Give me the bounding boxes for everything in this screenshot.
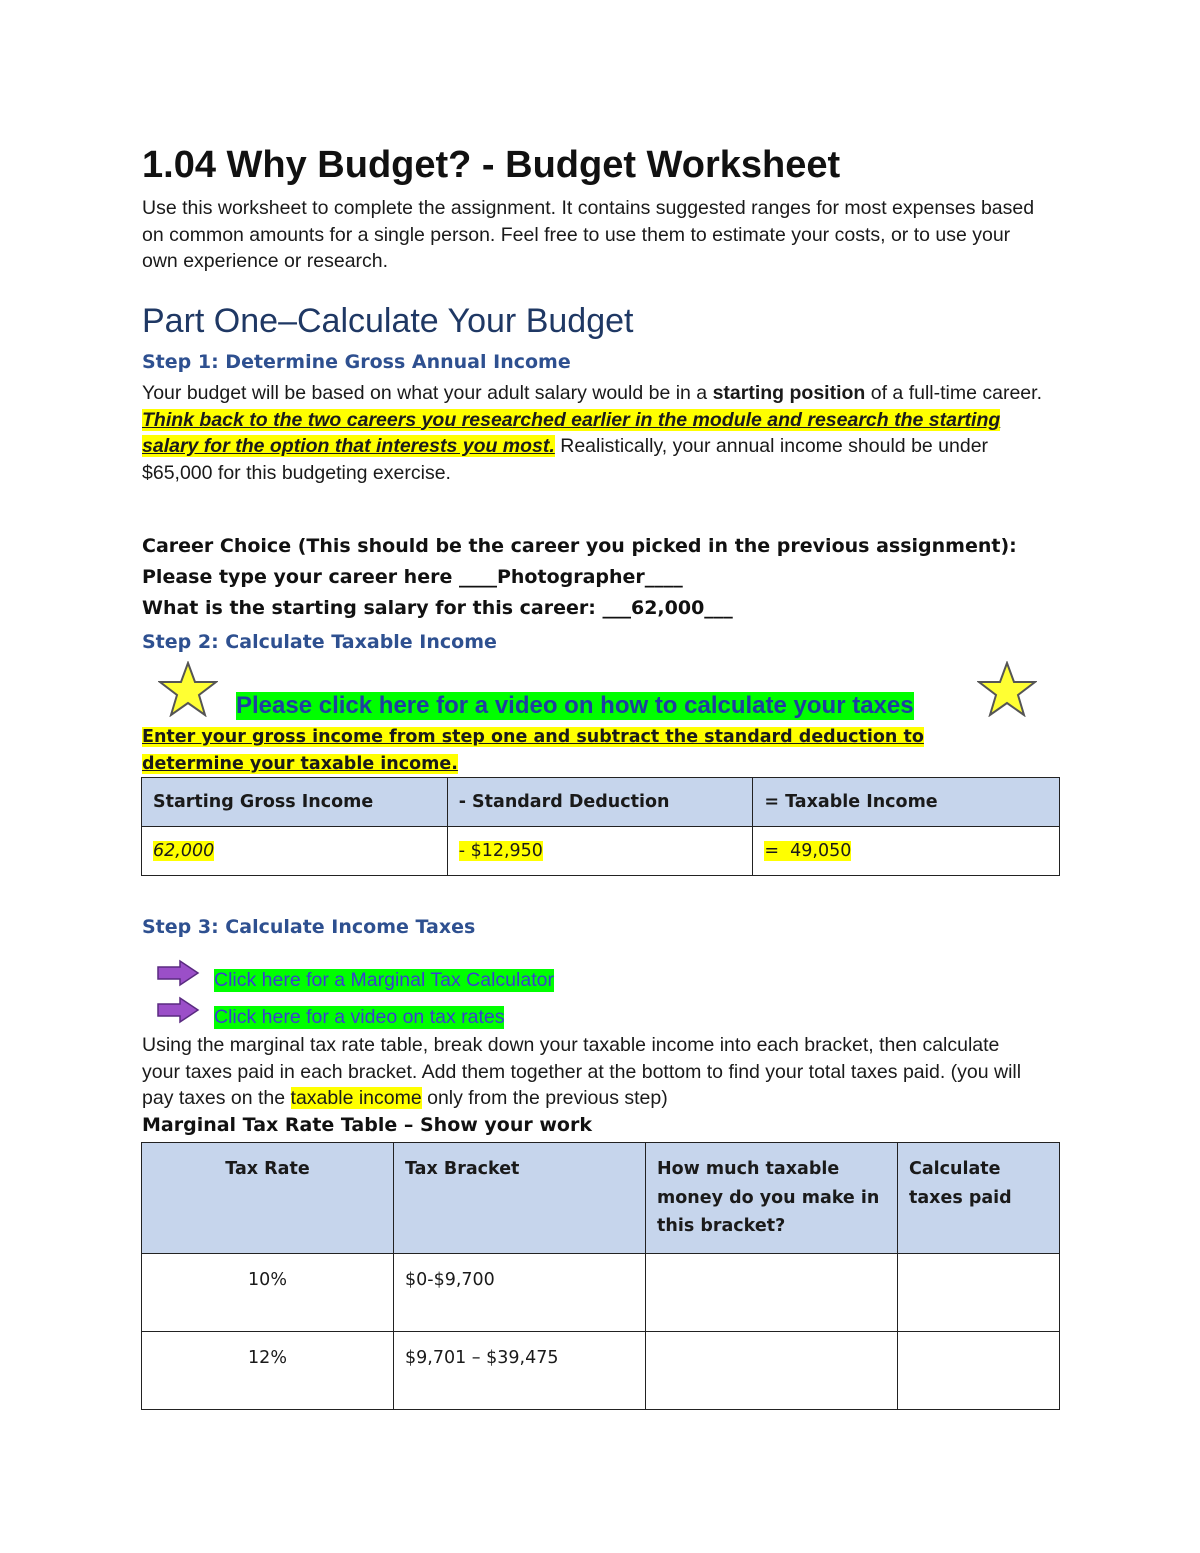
arrow-right-icon [156,959,200,987]
taxable-income-value: = 49,050 [764,841,852,861]
header-taxes-paid: Calculate taxes paid [898,1143,1060,1254]
step1-paragraph [142,380,1042,486]
tax-video-link[interactable]: Please click here for a video on how to calculate your taxes [236,692,914,719]
page-title: 1.04 Why Budget? - Budget Worksheet [142,144,841,186]
career-choice-label: Career Choice (This should be the career you picked in the previous assignment): [142,535,1017,557]
step3-text-b: only from the previous step) [421,1087,668,1109]
header-taxable-amount: How much taxable money do you make in this bracket? [646,1143,898,1254]
gross-income-value: 62,000 [153,841,215,861]
star-icon [158,661,218,717]
taxes-paid-cell[interactable] [898,1331,1060,1409]
career-value[interactable]: ____Photographer____ [458,566,683,588]
career-block [142,531,1017,624]
step2-heading: Step 2: Calculate Taxable Income [142,631,497,653]
taxable-amount-cell[interactable] [646,1331,898,1409]
tax-rates-video-link[interactable]: Click here for a video on tax rates [214,1006,505,1028]
deduction-cell[interactable] [447,827,753,876]
marginal-tax-table [141,1142,1060,1410]
step1-text-b: of a full-time career. [865,382,1042,404]
step1-text-bold: starting position [712,382,866,404]
salary-value[interactable]: ___62,000___ [602,597,733,619]
taxable-income-table [141,777,1060,876]
deduction-value: - $12,950 [458,841,543,861]
career-label: Please type your career here [142,566,459,588]
tax-rate-cell: 10% [142,1253,394,1331]
career-line [142,562,1017,593]
arrow-right-icon [156,996,200,1024]
taxable-income-cell[interactable] [753,827,1060,876]
table-row [142,1331,1060,1409]
taxable-amount-cell[interactable] [646,1253,898,1331]
step2-instruction [142,724,972,778]
taxes-paid-cell[interactable] [898,1253,1060,1331]
marginal-tax-table-label: Marginal Tax Rate Table – Show your work [142,1114,592,1136]
salary-label: What is the starting salary for this career: [142,597,603,619]
marginal-tax-calculator-link[interactable]: Click here for a Marginal Tax Calculator [214,969,554,991]
gross-income-cell[interactable] [142,827,448,876]
intro-paragraph: Use this worksheet to complete the assignment. It contains suggested ranges for most expenses based on common amounts for a single person. Feel free to use them to estimate your costs, or to use your own experience or research. [142,197,1035,272]
tax-rate-cell: 12% [142,1331,394,1409]
table-row [142,827,1060,876]
step3-heading: Step 3: Calculate Income Taxes [142,916,476,938]
step2-instruction-text: Enter your gross income from step one and subtract the standard deduction to determine your taxable income. [142,727,924,774]
header-gross-income: Starting Gross Income [142,778,448,827]
header-tax-bracket: Tax Bracket [394,1143,646,1254]
star-icon [977,661,1037,717]
step3-paragraph [142,1032,1042,1112]
step1-text-a: Your budget will be based on what your adult salary would be in a [142,382,713,404]
tax-bracket-cell: $9,701 – $39,475 [394,1331,646,1409]
step1-text-c: Realistically, your annual income should be under $65,000 for this budgeting exercise. [142,435,989,484]
step1-highlight-text: Think back to the two careers you researched earlier in the module and research the starting salary for the option that interests you most. [142,408,1001,457]
step1-heading: Step 1: Determine Gross Annual Income [142,351,571,373]
part-one-heading: Part One–Calculate Your Budget [142,302,634,340]
tax-bracket-cell: $0-$9,700 [394,1253,646,1331]
taxable-income-highlight: taxable income [290,1087,422,1109]
step3-text-a: Using the marginal tax rate table, break down your taxable income into each bracket, then calculate your taxes paid in each bracket. Add them together at the bottom to find your total taxes paid. (you will pay taxes on the [142,1034,1022,1109]
header-taxable-income: = Taxable Income [753,778,1060,827]
header-standard-deduction: - Standard Deduction [447,778,753,827]
table-row [142,1253,1060,1331]
table-header-row [142,1143,1060,1254]
header-tax-rate: Tax Rate [142,1143,394,1254]
table-header-row [142,778,1060,827]
salary-line [142,593,1017,624]
